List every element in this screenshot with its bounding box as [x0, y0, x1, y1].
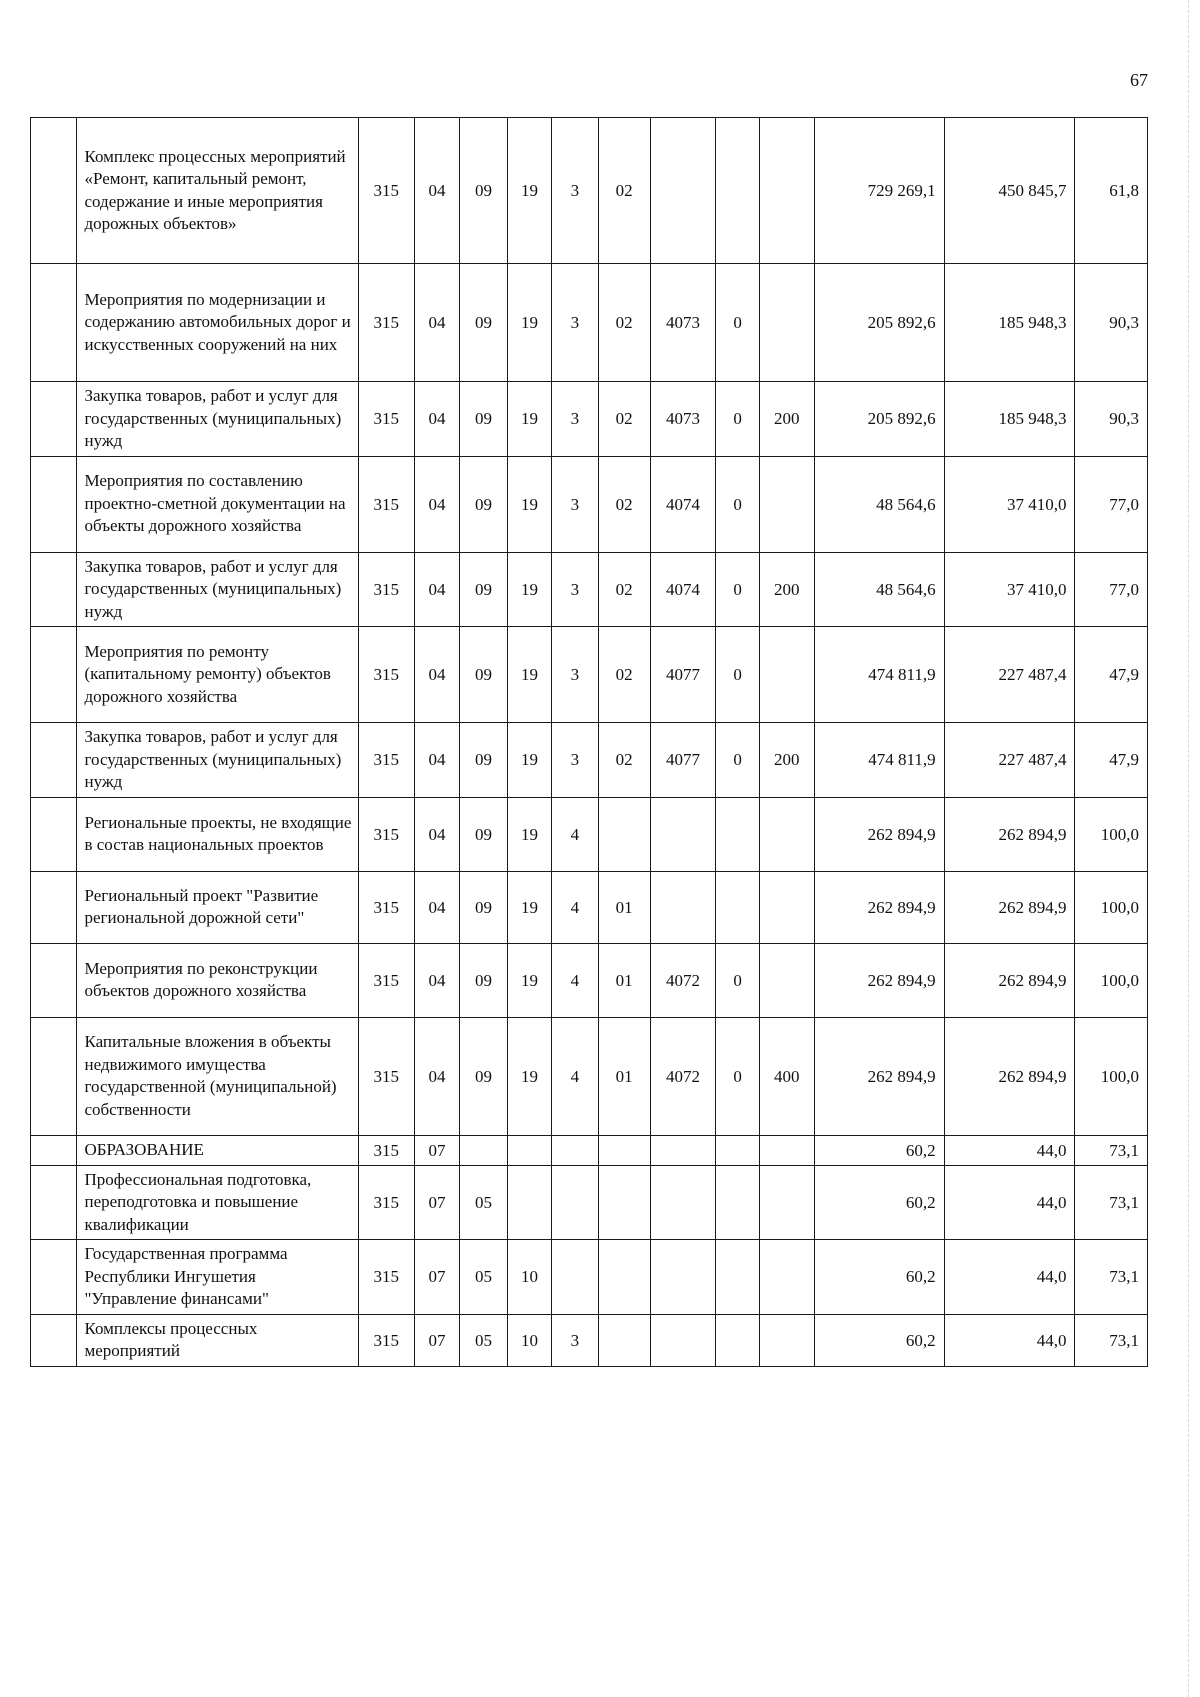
executed-amount-cell: 262 894,9: [944, 871, 1075, 943]
planned-amount-cell: 474 811,9: [814, 627, 944, 723]
code-project-cell: [598, 1240, 650, 1315]
code-subsection-cell: 09: [460, 456, 508, 552]
code-expense-type-cell: [759, 456, 814, 552]
item-name-cell: Региональный проект "Развитие региональной дорожной сети": [77, 871, 358, 943]
code-direction-cell: 4077: [650, 723, 716, 798]
table-row: [31, 552, 1148, 627]
code-direction-cell: [650, 118, 716, 264]
code-subsection-cell: 05: [460, 1165, 508, 1240]
code-direction-cell: 4072: [650, 943, 716, 1017]
row-number-cell: [31, 1135, 77, 1165]
row-number-cell: [31, 943, 77, 1017]
row-number-cell: [31, 118, 77, 264]
code-program-cell: 19: [507, 382, 551, 457]
item-name-cell: Мероприятия по составлению проектно-сметной документации на объекты дорожного хозяйства: [77, 456, 358, 552]
code-direction-cell: 4072: [650, 1017, 716, 1135]
code-sub-direction-cell: [716, 1314, 759, 1366]
item-name-cell: Мероприятия по ремонту (капитальному ремонту) объектов дорожного хозяйства: [77, 627, 358, 723]
code-subsection-cell: 09: [460, 723, 508, 798]
code-subprogram-cell: 3: [552, 627, 598, 723]
planned-amount-cell: 60,2: [814, 1240, 944, 1315]
code-subsection-cell: 09: [460, 943, 508, 1017]
code-sub-direction-cell: 0: [716, 943, 759, 1017]
row-number-cell: [31, 382, 77, 457]
planned-amount-cell: 262 894,9: [814, 797, 944, 871]
code-subprogram-cell: 4: [552, 943, 598, 1017]
code-sub-direction-cell: [716, 797, 759, 871]
executed-amount-cell: 37 410,0: [944, 552, 1075, 627]
item-name-cell: Комплекс процессных мероприятий «Ремонт, капитальный ремонт, содержание и иные мероприятия дорожных объектов»: [77, 118, 358, 264]
planned-amount-cell: 60,2: [814, 1165, 944, 1240]
code-subsection-cell: [460, 1135, 508, 1165]
execution-percent-cell: 73,1: [1075, 1135, 1148, 1165]
code-admin-cell: 315: [358, 871, 414, 943]
code-subsection-cell: 09: [460, 627, 508, 723]
code-program-cell: 10: [507, 1240, 551, 1315]
code-section-cell: 04: [414, 1017, 459, 1135]
table-row: [31, 1017, 1148, 1135]
table-row: [31, 627, 1148, 723]
code-program-cell: 10: [507, 1314, 551, 1366]
code-admin-cell: 315: [358, 943, 414, 1017]
row-number-cell: [31, 1314, 77, 1366]
executed-amount-cell: 185 948,3: [944, 264, 1075, 382]
code-expense-type-cell: 400: [759, 1017, 814, 1135]
code-subsection-cell: 09: [460, 118, 508, 264]
row-number-cell: [31, 1165, 77, 1240]
code-project-cell: 02: [598, 382, 650, 457]
code-direction-cell: [650, 1314, 716, 1366]
code-admin-cell: 315: [358, 1135, 414, 1165]
code-program-cell: 19: [507, 118, 551, 264]
executed-amount-cell: 227 487,4: [944, 723, 1075, 798]
item-name-cell: Закупка товаров, работ и услуг для государственных (муниципальных) нужд: [77, 723, 358, 798]
code-section-cell: 04: [414, 264, 459, 382]
code-subsection-cell: 09: [460, 1017, 508, 1135]
code-project-cell: 02: [598, 456, 650, 552]
code-admin-cell: 315: [358, 1017, 414, 1135]
code-project-cell: [598, 1314, 650, 1366]
code-section-cell: 04: [414, 627, 459, 723]
table-row: [31, 943, 1148, 1017]
code-admin-cell: 315: [358, 1240, 414, 1315]
code-direction-cell: [650, 1135, 716, 1165]
code-expense-type-cell: [759, 797, 814, 871]
execution-percent-cell: 100,0: [1075, 1017, 1148, 1135]
code-sub-direction-cell: [716, 871, 759, 943]
row-number-cell: [31, 723, 77, 798]
code-admin-cell: 315: [358, 723, 414, 798]
code-expense-type-cell: 200: [759, 382, 814, 457]
code-project-cell: 02: [598, 552, 650, 627]
code-section-cell: 04: [414, 797, 459, 871]
code-admin-cell: 315: [358, 118, 414, 264]
code-expense-type-cell: [759, 871, 814, 943]
scan-edge-line: [1188, 0, 1189, 1697]
code-admin-cell: 315: [358, 382, 414, 457]
execution-percent-cell: 47,9: [1075, 723, 1148, 798]
code-expense-type-cell: [759, 1240, 814, 1315]
code-sub-direction-cell: 0: [716, 627, 759, 723]
planned-amount-cell: 729 269,1: [814, 118, 944, 264]
item-name-cell: Комплексы процессных мероприятий: [77, 1314, 358, 1366]
code-expense-type-cell: [759, 943, 814, 1017]
table-row: [31, 871, 1148, 943]
planned-amount-cell: 474 811,9: [814, 723, 944, 798]
planned-amount-cell: 60,2: [814, 1314, 944, 1366]
code-direction-cell: 4077: [650, 627, 716, 723]
item-name-cell: Региональные проекты, не входящие в состав национальных проектов: [77, 797, 358, 871]
code-sub-direction-cell: 0: [716, 1017, 759, 1135]
code-subsection-cell: 09: [460, 871, 508, 943]
code-section-cell: 07: [414, 1240, 459, 1315]
code-project-cell: 01: [598, 943, 650, 1017]
planned-amount-cell: 262 894,9: [814, 1017, 944, 1135]
code-sub-direction-cell: [716, 1165, 759, 1240]
executed-amount-cell: 44,0: [944, 1314, 1075, 1366]
table-row: [31, 118, 1148, 264]
code-admin-cell: 315: [358, 797, 414, 871]
code-direction-cell: [650, 797, 716, 871]
row-number-cell: [31, 264, 77, 382]
code-program-cell: [507, 1165, 551, 1240]
code-direction-cell: [650, 1240, 716, 1315]
code-expense-type-cell: 200: [759, 552, 814, 627]
row-number-cell: [31, 871, 77, 943]
table-row: [31, 797, 1148, 871]
code-admin-cell: 315: [358, 1314, 414, 1366]
execution-percent-cell: 90,3: [1075, 382, 1148, 457]
page-number: 67: [1130, 70, 1148, 90]
executed-amount-cell: 450 845,7: [944, 118, 1075, 264]
code-section-cell: 07: [414, 1314, 459, 1366]
code-subprogram-cell: 3: [552, 1314, 598, 1366]
code-project-cell: 02: [598, 264, 650, 382]
code-direction-cell: [650, 871, 716, 943]
code-sub-direction-cell: 0: [716, 723, 759, 798]
executed-amount-cell: 262 894,9: [944, 1017, 1075, 1135]
code-subprogram-cell: 3: [552, 382, 598, 457]
table-row: [31, 456, 1148, 552]
code-expense-type-cell: [759, 264, 814, 382]
table-row: [31, 1240, 1148, 1315]
code-project-cell: 02: [598, 627, 650, 723]
item-name-cell: Государственная программа Республики Ингушетия "Управление финансами": [77, 1240, 358, 1315]
code-subprogram-cell: 4: [552, 797, 598, 871]
code-subsection-cell: 09: [460, 797, 508, 871]
code-program-cell: 19: [507, 456, 551, 552]
planned-amount-cell: 205 892,6: [814, 382, 944, 457]
code-direction-cell: [650, 1165, 716, 1240]
code-program-cell: 19: [507, 943, 551, 1017]
code-project-cell: 01: [598, 1017, 650, 1135]
code-section-cell: 04: [414, 552, 459, 627]
code-subsection-cell: 09: [460, 552, 508, 627]
code-project-cell: 02: [598, 723, 650, 798]
table-row: [31, 1135, 1148, 1165]
code-expense-type-cell: [759, 627, 814, 723]
code-subsection-cell: 09: [460, 264, 508, 382]
execution-percent-cell: 77,0: [1075, 456, 1148, 552]
code-subsection-cell: 09: [460, 382, 508, 457]
code-section-cell: 04: [414, 871, 459, 943]
table-row: [31, 1165, 1148, 1240]
code-project-cell: [598, 797, 650, 871]
code-subsection-cell: 05: [460, 1240, 508, 1315]
code-expense-type-cell: [759, 118, 814, 264]
executed-amount-cell: 44,0: [944, 1135, 1075, 1165]
code-program-cell: 19: [507, 723, 551, 798]
planned-amount-cell: 262 894,9: [814, 943, 944, 1017]
code-subprogram-cell: 4: [552, 871, 598, 943]
item-name-cell: Закупка товаров, работ и услуг для государственных (муниципальных) нужд: [77, 382, 358, 457]
code-section-cell: 04: [414, 943, 459, 1017]
executed-amount-cell: 227 487,4: [944, 627, 1075, 723]
code-admin-cell: 315: [358, 456, 414, 552]
item-name-cell: Капитальные вложения в объекты недвижимого имущества государственной (муниципальной) собственности: [77, 1017, 358, 1135]
row-number-cell: [31, 797, 77, 871]
executed-amount-cell: 185 948,3: [944, 382, 1075, 457]
code-program-cell: 19: [507, 264, 551, 382]
table-row: [31, 264, 1148, 382]
execution-percent-cell: 73,1: [1075, 1240, 1148, 1315]
planned-amount-cell: 205 892,6: [814, 264, 944, 382]
code-project-cell: 02: [598, 118, 650, 264]
execution-percent-cell: 77,0: [1075, 552, 1148, 627]
code-project-cell: [598, 1165, 650, 1240]
execution-percent-cell: 100,0: [1075, 797, 1148, 871]
code-subprogram-cell: [552, 1240, 598, 1315]
code-subprogram-cell: 3: [552, 723, 598, 798]
execution-percent-cell: 100,0: [1075, 943, 1148, 1017]
code-project-cell: 01: [598, 871, 650, 943]
code-subsection-cell: 05: [460, 1314, 508, 1366]
code-section-cell: 04: [414, 118, 459, 264]
code-subprogram-cell: [552, 1135, 598, 1165]
code-sub-direction-cell: 0: [716, 552, 759, 627]
executed-amount-cell: 37 410,0: [944, 456, 1075, 552]
code-admin-cell: 315: [358, 264, 414, 382]
code-sub-direction-cell: 0: [716, 456, 759, 552]
code-program-cell: 19: [507, 1017, 551, 1135]
code-program-cell: 19: [507, 627, 551, 723]
row-number-cell: [31, 456, 77, 552]
code-sub-direction-cell: 0: [716, 264, 759, 382]
row-number-cell: [31, 552, 77, 627]
code-section-cell: 07: [414, 1135, 459, 1165]
code-direction-cell: 4074: [650, 552, 716, 627]
execution-percent-cell: 90,3: [1075, 264, 1148, 382]
item-name-cell: ОБРАЗОВАНИЕ: [77, 1135, 358, 1165]
code-admin-cell: 315: [358, 627, 414, 723]
execution-percent-cell: 73,1: [1075, 1165, 1148, 1240]
code-sub-direction-cell: [716, 1135, 759, 1165]
execution-percent-cell: 61,8: [1075, 118, 1148, 264]
code-direction-cell: 4074: [650, 456, 716, 552]
item-name-cell: Профессиональная подготовка, переподготовка и повышение квалификации: [77, 1165, 358, 1240]
row-number-cell: [31, 627, 77, 723]
code-expense-type-cell: [759, 1165, 814, 1240]
table-row: [31, 382, 1148, 457]
table-row: [31, 723, 1148, 798]
code-program-cell: 19: [507, 552, 551, 627]
code-subprogram-cell: 3: [552, 456, 598, 552]
row-number-cell: [31, 1240, 77, 1315]
executed-amount-cell: 44,0: [944, 1165, 1075, 1240]
planned-amount-cell: 262 894,9: [814, 871, 944, 943]
executed-amount-cell: 262 894,9: [944, 943, 1075, 1017]
code-expense-type-cell: [759, 1314, 814, 1366]
code-program-cell: 19: [507, 797, 551, 871]
item-name-cell: Мероприятия по реконструкции объектов дорожного хозяйства: [77, 943, 358, 1017]
code-program-cell: [507, 1135, 551, 1165]
code-subprogram-cell: 3: [552, 552, 598, 627]
code-sub-direction-cell: [716, 1240, 759, 1315]
code-expense-type-cell: 200: [759, 723, 814, 798]
budget-table: [30, 117, 1148, 1367]
planned-amount-cell: 48 564,6: [814, 456, 944, 552]
execution-percent-cell: 47,9: [1075, 627, 1148, 723]
code-direction-cell: 4073: [650, 382, 716, 457]
code-project-cell: [598, 1135, 650, 1165]
code-sub-direction-cell: 0: [716, 382, 759, 457]
code-section-cell: 07: [414, 1165, 459, 1240]
code-sub-direction-cell: [716, 118, 759, 264]
planned-amount-cell: 48 564,6: [814, 552, 944, 627]
code-subprogram-cell: 3: [552, 264, 598, 382]
code-program-cell: 19: [507, 871, 551, 943]
code-section-cell: 04: [414, 723, 459, 798]
code-admin-cell: 315: [358, 1165, 414, 1240]
code-subprogram-cell: 4: [552, 1017, 598, 1135]
item-name-cell: Мероприятия по модернизации и содержанию автомобильных дорог и искусственных сооружений на них: [77, 264, 358, 382]
executed-amount-cell: 262 894,9: [944, 797, 1075, 871]
planned-amount-cell: 60,2: [814, 1135, 944, 1165]
table-row: [31, 1314, 1148, 1366]
code-admin-cell: 315: [358, 552, 414, 627]
code-direction-cell: 4073: [650, 264, 716, 382]
item-name-cell: Закупка товаров, работ и услуг для государственных (муниципальных) нужд: [77, 552, 358, 627]
code-expense-type-cell: [759, 1135, 814, 1165]
code-subprogram-cell: 3: [552, 118, 598, 264]
execution-percent-cell: 100,0: [1075, 871, 1148, 943]
executed-amount-cell: 44,0: [944, 1240, 1075, 1315]
row-number-cell: [31, 1017, 77, 1135]
code-subprogram-cell: [552, 1165, 598, 1240]
code-section-cell: 04: [414, 456, 459, 552]
code-section-cell: 04: [414, 382, 459, 457]
execution-percent-cell: 73,1: [1075, 1314, 1148, 1366]
